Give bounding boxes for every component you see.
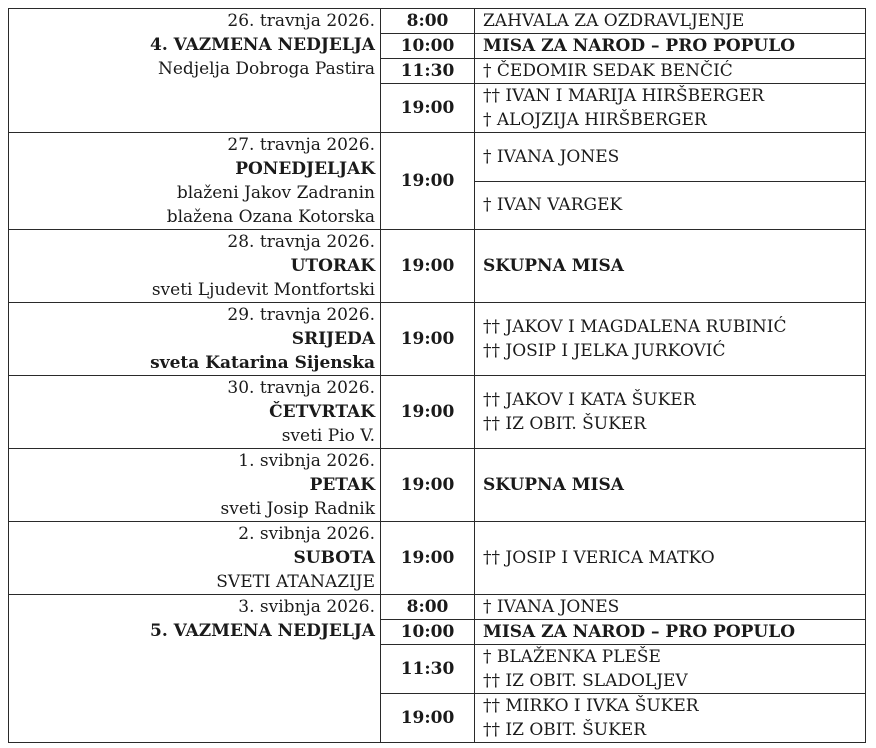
date-label: 3. svibnja 2026. [238,597,375,617]
mass-time: 19:00 [381,230,475,303]
mass-schedule-table [8,8,866,743]
mass-intention: †† JOSIP I VERICA MATKO [475,522,866,595]
date-label: 30. travnja 2026. [227,378,375,398]
date-label: 2. svibnja 2026. [238,524,375,544]
table-row [9,376,866,449]
day-name: 5. VAZMENA NEDJELJA [150,621,375,641]
table-row [9,522,866,595]
feast-name: blaženi Jakov Zadranin [176,183,375,203]
table-row [9,595,866,620]
day-name: PETAK [309,475,375,495]
mass-intention: †† MIRKO I IVKA ŠUKER †† IZ OBIT. ŠUKER [475,694,866,743]
day-cell [9,522,381,595]
mass-time: 11:30 [381,645,475,694]
mass-intention: ZAHVALA ZA OZDRAVLJENJE [475,9,866,34]
day-cell [9,230,381,303]
day-name: SUBOTA [293,548,375,568]
mass-time: 19:00 [381,522,475,595]
mass-intention: MISA ZA NAROD – PRO POPULO [475,620,866,645]
mass-intention: † ČEDOMIR SEDAK BENČIĆ [475,59,866,84]
feast-name: sveti Pio V. [281,426,375,446]
day-cell [9,9,381,133]
mass-intention: SKUPNA MISA [475,230,866,303]
mass-time: 19:00 [381,694,475,743]
day-cell [9,595,381,743]
table-row [9,449,866,522]
date-label: 26. travnja 2026. [227,11,375,31]
day-name: ČETVRTAK [269,402,375,422]
mass-time: 10:00 [381,34,475,59]
mass-time: 10:00 [381,620,475,645]
day-name: UTORAK [290,256,375,276]
mass-time: 19:00 [381,133,475,230]
day-cell [9,133,381,230]
mass-time: 8:00 [381,9,475,34]
feast-name: sveti Ljudevit Montfortski [151,280,375,300]
mass-time: 8:00 [381,595,475,620]
mass-intention: †† JAKOV I KATA ŠUKER †† IZ OBIT. ŠUKER [475,376,866,449]
day-cell [9,303,381,376]
table-row [9,303,866,376]
mass-time: 11:30 [381,59,475,84]
feast-name: SVETI ATANAZIJE [216,572,375,592]
mass-time: 19:00 [381,303,475,376]
mass-time: 19:00 [381,84,475,133]
day-name: PONEDJELJAK [235,159,375,179]
date-label: 1. svibnja 2026. [238,451,375,471]
feast-name: sveti Josip Radnik [220,499,375,519]
table-row [9,9,866,34]
mass-intention: † IVANA JONES [475,133,866,182]
mass-intention: † IVAN VARGEK [475,181,866,230]
day-cell [9,449,381,522]
mass-intention: MISA ZA NAROD – PRO POPULO [475,34,866,59]
date-label: 27. travnja 2026. [227,135,375,155]
date-label: 29. travnja 2026. [227,305,375,325]
feast-name: sveta Katarina Sijenska [150,353,375,373]
day-name: SRIJEDA [291,329,375,349]
mass-intention: †† JAKOV I MAGDALENA RUBINIĆ †† JOSIP I JELKA JURKOVIĆ [475,303,866,376]
day-cell [9,376,381,449]
feast-name: Nedjelja Dobroga Pastira [158,59,375,79]
mass-intention: † IVANA JONES [475,595,866,620]
mass-time: 19:00 [381,376,475,449]
mass-time: 19:00 [381,449,475,522]
table-row [9,133,866,182]
table-row [9,230,866,303]
feast-name: blažena Ozana Kotorska [166,207,375,227]
date-label: 28. travnja 2026. [227,232,375,252]
mass-intention: †† IVAN I MARIJA HIRŠBERGER † ALOJZIJA HIRŠBERGER [475,84,866,133]
mass-intention: † BLAŽENKA PLEŠE †† IZ OBIT. SLADOLJEV [475,645,866,694]
mass-intention: SKUPNA MISA [475,449,866,522]
day-name: 4. VAZMENA NEDJELJA [150,35,375,55]
